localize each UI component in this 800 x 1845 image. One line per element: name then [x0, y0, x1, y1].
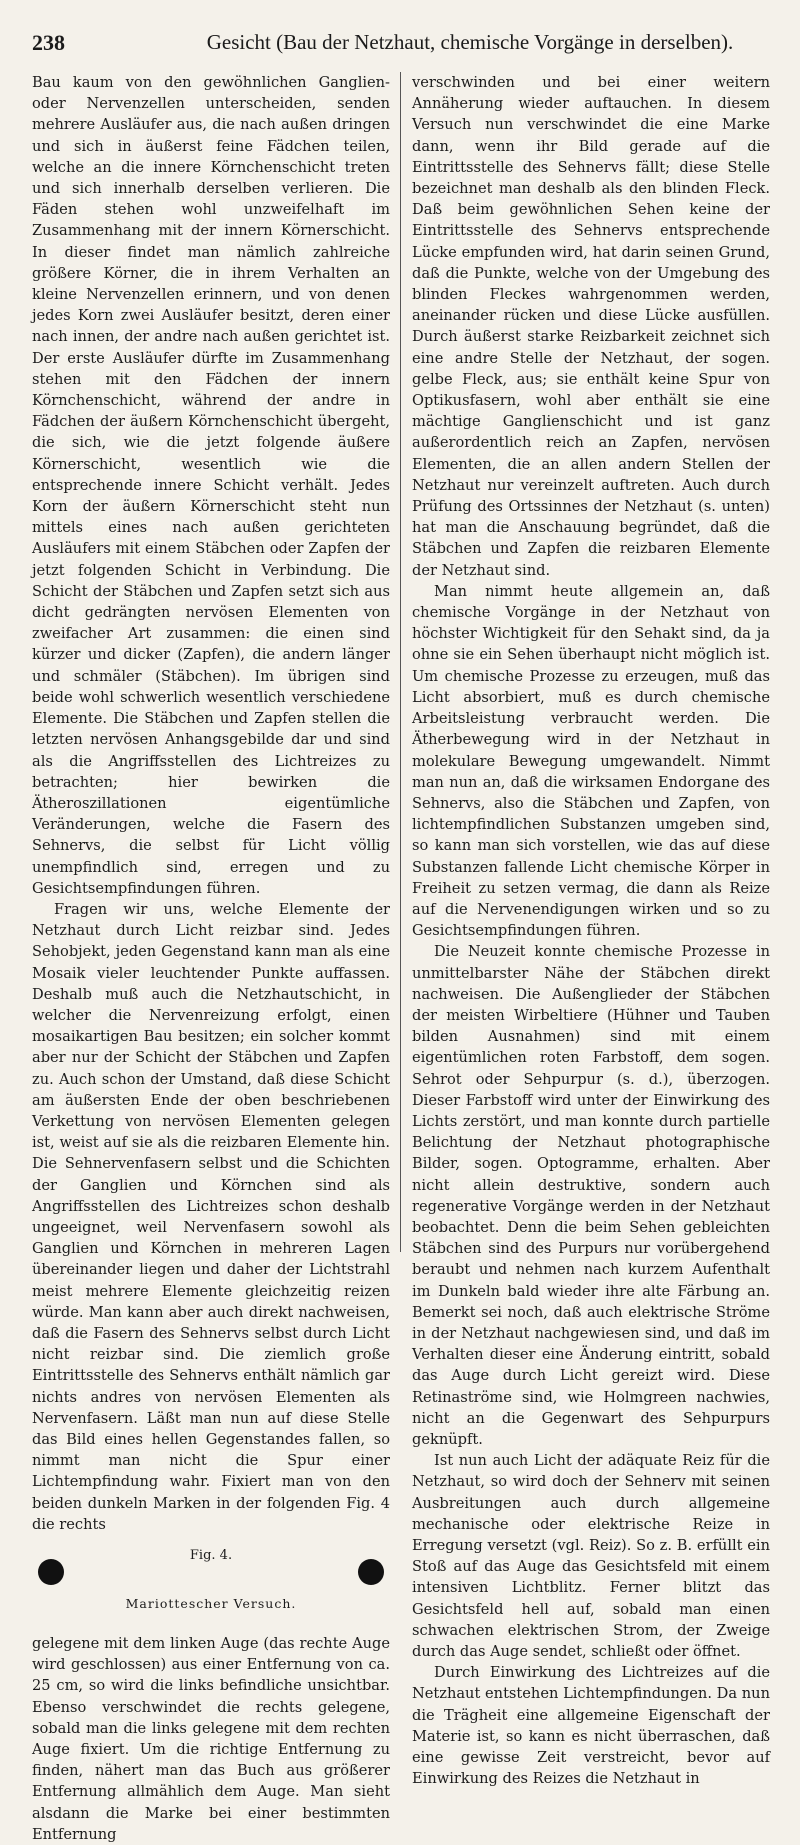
running-title: Gesicht (Bau der Netzhaut, chemische Vorgänge in derselben). — [206, 30, 734, 54]
paragraph: Man nimmt heute allgemein an, daß chemische Vorgänge in der Netzhaut von höchster Wichtigkeit für den Sehakt sind, da ja ohne sie ein Sehen überhaupt nicht möglich ist. Um chemische Prozesse zu erzeugen, muß das Licht absorbiert, muß es durch chemische Arbeitsleistung verbraucht werden. Die Ätherbewegung wird in der Netzhaut in molekulare Bewegung umgewandelt. Nimmt man nun an, daß die wirksamen Endorgane des Sehnervs, also die Stäbchen und Zapfen, von lichtempfindlichen Substanzen umgeben sind, so kann man sich vorstellen, wie das auf diese Substanzen fallende Licht chemische Körper in Freiheit zu setzen vermag, die dann als Reize auf die Nervenendigungen wirken und so zu Gesichtsempfindungen führen. — [412, 582, 770, 940]
paragraph: Bau kaum von den gewöhnlichen Ganglien- oder Nervenzellen unterscheiden, senden mehrere Ausläufer aus, die nach außen dringen und sich in äußerst feine Fädchen teilen, welche an die innere Körnchenschicht treten und sich innerhalb derselben verlieren. Die Fäden stehen wohl unzweifelhaft im Zusammenhang mit der innern Körnerschicht. In dieser findet man nämlich zahlreiche größere Körner, die in ihrem Verhalten an kleine Nervenzellen erinnern, und von denen jedes Korn zwei Ausläufer besitzt, deren einer nach innen, der andre nach außen gerichtet ist. Der erste Ausläufer dürfte im Zusammenhang stehen mit den Fädchen der innern Körnchenschicht, während der andre in Fädchen der äußern Körnchenschicht übergeht, die sich, wie die jetzt folgende äußere Körnerschicht, wesentlich wie die entsprechende innere Schicht verhält. Jedes Korn der äußern Körnerschicht steht nun mittels eines nach außen gerichteten Ausläufers mit einem Stäbchen oder Zapfen der jetzt folgenden Schicht in Verbindung. Die Schicht der Stäbchen und Zapfen setzt sich aus dicht gedrängten nervösen Elementen von zweifacher Art zusammen: die einen sind kürzer und dicker (Zapfen), die andern länger und schmäler (Stäbchen). Im übrigen sind beide wohl schwerlich wesentlich verschiedene Elemente. Die Stäbchen und Zapfen stellen die letzten nervösen Anhangsgebilde dar und sind als die Angriffsstellen des Lichtreizes zu betrachten; hier bewirken die Ätheroszillationen eigentümliche Veränderungen, welche die Fasern des Sehnervs, die selbst für Licht völlig unempfindlich sind, erregen und zu Gesichtsempfindungen führen. — [32, 74, 390, 897]
column-divider — [400, 72, 401, 1252]
paragraph: Ist nun auch Licht der adäquate Reiz für die Netzhaut, so wird doch der Sehnerv mit seinen Ausbreitungen auch durch allgemeine mechanische oder elektrische Reize in Erregung versetzt (vgl. Reiz). So z. B. erfüllt ein Stoß auf das Auge das Gesichtsfeld mit einem intensiven Lichtblitz. Ferner blitzt das Gesichtsfeld hell auf, sobald man einen schwachen elektrischen Strom, der Zweige durch das Auge sendet, schließt oder öffnet. — [412, 1452, 770, 1661]
right-column — [412, 72, 770, 1788]
left-column — [32, 72, 390, 1843]
paragraph: Die Neuzeit konnte chemische Prozesse in unmittelbarster Nähe der Stäbchen direkt nachweisen. Die Außenglieder der Stäbchen der meisten Wirbeltiere (Hühner und Tauben bilden Ausnahmen) sind mit einem eigentümlichen roten Farbstoff, dem sogen. Sehrot oder Sehpurpur (s. d.), überzogen. Dieser Farbstoff wird unter der Einwirkung des Lichts zerstört, und man konnte durch partielle Belichtung der Netzhaut photographische Bilder, sogen. Optogramme, erhalten. Aber nicht allein destruktive, sondern auch regenerative Vorgänge werden in der Netzhaut beobachtet. Denn die beim Sehen gebleichten Stäbchen sind des Purpurs nur vorübergehend beraubt und nehmen nach kurzem Aufenthalt im Dunkeln bald wieder ihre alte Färbung an. Bemerkt sei noch, daß auch elektrische Ströme in der Netzhaut nachgewiesen sind, und daß im Verhalten dieser eine Änderung eintritt, sobald das Auge durch Licht gereizt wird. Diese Retinaströme sind, wie Holmgreen nachwies, nicht an die Gegenwart des Sehpurpurs geknüpft. — [412, 943, 770, 1448]
page-number: 238 — [32, 30, 65, 55]
figure-label: Fig. 4. — [189, 1548, 233, 1564]
paragraph: verschwinden und bei einer weitern Annäherung wieder auftauchen. In diesem Versuch nun verschwindet die eine Marke dann, wenn ihr Bild gerade auf die Eintrittsstelle des Sehnervs fällt; diese Stelle bezeichnet man deshalb als den blinden Fleck. Daß beim gewöhnlichen Sehen keine der Eintrittsstelle des Sehnervs entsprechende Lücke empfunden wird, hat darin seinen Grund, daß die Punkte, welche von der Umgebung des blinden Fleckes wahrgenommen werden, aneinander rücken und diese Lücke ausfüllen. Durch äußerst starke Reizbarkeit zeichnet sich eine andre Stelle der Netzhaut, der sogen. gelbe Fleck, aus; sie enthält keine Spur von Optikusfasern, wohl aber enthält sie eine mächtige Ganglienschicht und ist ganz außerordentlich reich an Zapfen, nervösen Elementen, die an allen andern Stellen der Netzhaut nur vereinzelt auftreten. Auch durch Prüfung des Ortssinnes der Netzhaut (s. unten) hat man die Anschauung begründet, daß die Stäbchen und Zapfen die reizbaren Elemente der Netzhaut sind. — [412, 74, 770, 579]
right-marker-dot — [358, 1559, 384, 1585]
paragraph: gelegene mit dem linken Auge (das rechte Auge wird geschlossen) aus einer Entfernung von ca. 25 cm, so wird die links befindliche unsichtbar. Ebenso verschwindet die rechts gelegene, sobald man die links gelegene mit dem rechten Auge fixiert. Um die richtige Entfernung zu finden, nähert man das Buch aus größerer Entfernung allmählich dem Auge. Man sieht alsdann die Marke bei einer bestimmten Entfernung — [32, 1635, 390, 1843]
figure-4 — [32, 1545, 390, 1625]
figure-caption: Mariottescher Versuch. — [125, 1596, 297, 1612]
paragraph: Durch Einwirkung des Lichtreizes auf die Netzhaut entstehen Lichtempfindungen. Da nun die Trägheit eine allgemeine Eigenschaft der Materie ist, so kann es nicht überraschen, daß eine gewisse Zeit verstreicht, bevor auf Einwirkung des Reizes die Netzhaut in — [412, 1664, 770, 1788]
page-header — [30, 30, 770, 62]
paragraph: Fragen wir uns, welche Elemente der Netzhaut durch Licht reizbar sind. Jedes Sehobjekt, jeden Gegenstand kann man als eine Mosaik vieler leuchtender Punkte auffassen. Deshalb muß auch die Netzhautschicht, in welcher die Nervenreizung erfolgt, einen mosaikartigen Bau besitzen; ein solcher kommt aber nur der Schicht der Stäbchen und Zapfen zu. Auch schon der Umstand, daß diese Schicht am äußersten Ende der oben beschriebenen Verkettung von nervösen Elementen gelegen ist, weist auf sie als die reizbaren Elemente hin. Die Sehnervenfasern selbst und die Schichten der Ganglien und Körnchen sind als Angriffsstellen des Lichtreizes schon deshalb ungeeignet, weil Nervenfasern sowohl als Ganglien und Körnchen in mehreren Lagen übereinander liegen und daher der Lichtstrahl meist mehrere Elemente gleichzeitig reizen würde. Man kann aber auch direkt nachweisen, daß die Fasern des Sehnervs selbst durch Licht nicht reizbar sind. Die ziemlich große Eintrittsstelle des Sehnervs enthält nämlich gar nichts andres von nervösen Elementen als Nervenfasern. Läßt man nun auf diese Stelle das Bild eines hellen Gegenstandes fallen, so nimmt man nicht die Spur einer Lichtempfindung wahr. Fixiert man von den beiden dunkeln Marken in der folgenden Fig. 4 die rechts — [32, 900, 390, 1533]
